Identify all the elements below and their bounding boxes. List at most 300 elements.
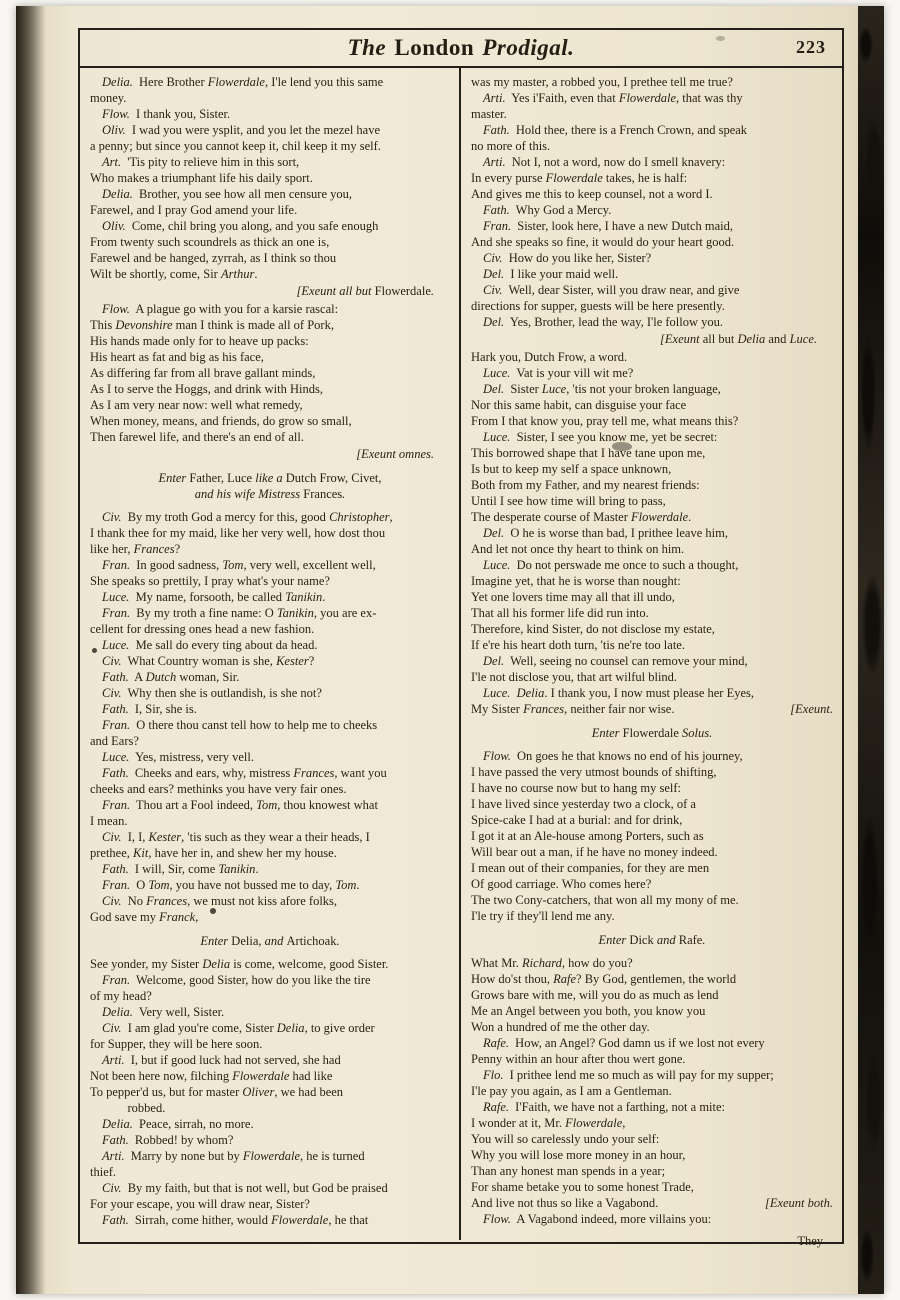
body-text: Cheeks and ears, why, mistress <box>134 766 294 780</box>
body-text: . <box>342 487 346 501</box>
body-text: This borrowed shape that I have tane upon me, <box>471 446 706 460</box>
text-line <box>90 781 450 797</box>
speech-block <box>90 1212 450 1228</box>
text-line <box>90 1084 450 1100</box>
body-text: , that was thy <box>676 91 743 105</box>
proper-name-text: Flowerdale <box>565 1116 623 1130</box>
body-text: For shame betake you to some honest Trade, <box>471 1180 694 1194</box>
text-line <box>471 621 833 637</box>
speech-block <box>90 685 450 701</box>
body-text: Enter <box>200 934 232 948</box>
body-text: man I think is made all of Pork, <box>172 318 334 332</box>
text-line <box>471 908 833 924</box>
text-line <box>471 812 833 828</box>
body-text: like a <box>252 471 286 485</box>
body-text: , 'tis not your broken language, <box>566 382 721 396</box>
speaker-prefix: Civ. <box>483 251 503 265</box>
speech-block <box>471 1099 833 1211</box>
proper-name-text: Rafe <box>678 933 703 947</box>
speaker-prefix: Civ. <box>102 1021 122 1035</box>
text-line <box>471 1051 833 1067</box>
body-text: Not I, not a word, now do I smell knavery: <box>511 155 726 169</box>
body-text: She speaks so prettily, I pray what's your name? <box>90 574 330 588</box>
proper-name-text: Kit <box>133 846 149 860</box>
stage-direction <box>471 932 833 948</box>
proper-name-text: Flowerdale <box>545 171 603 185</box>
body-text: . <box>430 284 434 298</box>
speaker-prefix: Oliv. <box>102 219 126 233</box>
proper-name-text: Tom <box>222 558 244 572</box>
proper-name-text: Artichoak <box>286 934 337 948</box>
body-text: a penny; but since you cannot keep it, chil keep it my self. <box>90 139 381 153</box>
speech-block <box>471 218 833 250</box>
proper-name-text: Flowerdale <box>631 510 689 524</box>
text-line <box>90 429 450 445</box>
speaker-prefix: Fath. <box>483 203 510 217</box>
text-line <box>90 1020 450 1036</box>
proper-name-text: Tom <box>148 878 170 892</box>
body-text: I got it at an Ale-house among Porters, such as <box>471 829 704 843</box>
body-text: Me an Angel between you both, you know you <box>471 1004 706 1018</box>
body-text: , want you <box>334 766 387 780</box>
proper-name-text: Tanikin <box>218 862 256 876</box>
text-line <box>90 1132 450 1148</box>
body-text: is come, welcome, good Sister. <box>230 957 389 971</box>
speaker-prefix: Rafe. <box>483 1100 510 1114</box>
body-text: , 'tis such as they wear a their heads, I <box>181 830 370 844</box>
body-text: No <box>127 894 147 908</box>
text-line <box>90 90 450 106</box>
body-text: Here Brother <box>139 75 208 89</box>
body-text: In good sadness, <box>136 558 223 572</box>
body-text: Both from my Father, and my nearest friends: <box>471 478 700 492</box>
body-text: . I thank you, I now must please her Eyes, <box>544 686 755 700</box>
body-text: Welcome, good Sister, how do you like the tire <box>136 973 371 987</box>
text-line <box>90 717 450 733</box>
body-text: , you have not bussed me to day, <box>169 878 336 892</box>
text-line <box>90 701 450 717</box>
text-line <box>471 186 833 202</box>
text-line <box>90 1148 450 1164</box>
body-text: As differing far from all brave gallant minds, <box>90 366 316 380</box>
speech-block <box>90 893 450 925</box>
text-line <box>471 653 833 669</box>
text-line <box>471 429 833 445</box>
text-block <box>471 74 833 90</box>
speech-block <box>471 122 833 154</box>
speech-block <box>90 877 450 893</box>
body-text: ? By God, gentlemen, the world <box>576 972 737 986</box>
proper-name-text: Kester <box>276 654 309 668</box>
body-text: and Ears? <box>90 734 139 748</box>
body-text: ? <box>174 542 181 556</box>
proper-name-text: Kester <box>148 830 182 844</box>
text-line <box>90 202 450 218</box>
proper-name-text: Frances <box>303 487 343 501</box>
body-text: I, Sir, she is. <box>134 702 197 716</box>
speaker-prefix: Delia. <box>102 75 133 89</box>
body-text: Not been here now, filching <box>90 1069 233 1083</box>
text-line <box>471 234 833 250</box>
proper-name-text: Father, Luce <box>189 471 253 485</box>
body-text: . <box>336 934 340 948</box>
text-line <box>471 573 833 589</box>
speech-block <box>471 365 833 381</box>
text-line <box>90 749 450 765</box>
body-text: Enter <box>158 471 190 485</box>
proper-name-text: Frances <box>133 542 175 556</box>
text-line <box>90 106 450 122</box>
speech-block <box>90 797 450 829</box>
text-line <box>471 1083 833 1099</box>
speech-block <box>90 1116 450 1132</box>
body-text: [Exeunt omnes. <box>356 447 434 461</box>
body-text: Thou art a Fool indeed, <box>136 798 257 812</box>
body-text: Peace, sirrah, no more. <box>139 1117 254 1131</box>
text-line <box>90 283 434 299</box>
body-text: Imagine yet, that he is worse than nought: <box>471 574 681 588</box>
text-line <box>471 331 817 347</box>
text-block <box>90 956 450 972</box>
body-text: You will so carelessly undo your self: <box>471 1132 660 1146</box>
proper-name-text: Delia <box>276 1021 305 1035</box>
body-text: And let not once thy heart to think on him. <box>471 542 685 556</box>
speech-block <box>90 1020 450 1052</box>
speaker-prefix: Arti. <box>483 155 506 169</box>
speech-block <box>471 266 833 282</box>
text-line <box>90 765 450 781</box>
body-text: Hark you, Dutch Frow, a word. <box>471 350 628 364</box>
body-text: See yonder, my Sister <box>90 957 203 971</box>
text-line <box>90 933 450 949</box>
speaker-prefix: Fran. <box>102 718 131 732</box>
speaker-prefix: Luce. <box>483 686 511 700</box>
body-text: Enter <box>591 726 623 740</box>
speaker-prefix: Fath. <box>102 1133 129 1147</box>
text-line <box>90 605 450 621</box>
text-line <box>471 987 833 1003</box>
text-line <box>471 525 833 541</box>
text-line <box>471 541 833 557</box>
text-line <box>471 314 833 330</box>
text-line <box>90 333 450 349</box>
text-line <box>90 365 450 381</box>
body-text: was my master, a robbed you, I prethee tell me true? <box>471 75 733 89</box>
text-line <box>471 509 833 525</box>
speaker-prefix: Arti. <box>483 91 506 105</box>
proper-name-text: Dick <box>629 933 654 947</box>
speaker-prefix: Flow. <box>483 749 511 763</box>
speech-block <box>90 669 450 685</box>
text-line <box>90 413 450 429</box>
body-text: Solus. <box>678 726 713 740</box>
speech-block <box>90 186 450 218</box>
proper-name-text: Flowerdale <box>232 1069 290 1083</box>
body-text: Won a hundred of me the other day. <box>471 1020 650 1034</box>
body-text: robbed. <box>90 1101 166 1115</box>
body-text: , <box>622 1116 626 1130</box>
text-line <box>90 486 450 502</box>
body-text: For your escape, you will draw near, Sister? <box>90 1197 310 1211</box>
speech-block <box>90 106 450 122</box>
text-line <box>90 470 450 486</box>
proper-name-text: Frances <box>293 766 335 780</box>
text-line <box>90 573 450 589</box>
speaker-prefix: Civ. <box>483 283 503 297</box>
body-text: directions for supper, guests will be here presently. <box>471 299 725 313</box>
text-line <box>90 446 434 462</box>
text-line <box>471 461 833 477</box>
text-line <box>90 138 450 154</box>
text-line <box>90 845 450 861</box>
body-text: How do'st thou, <box>471 972 554 986</box>
stage-exit <box>90 283 450 299</box>
proper-name-text: all but <box>702 332 735 346</box>
body-text: , have her in, and shew her my house. <box>148 846 337 860</box>
text-line <box>471 202 833 218</box>
speaker-prefix: Delia. <box>102 1117 133 1131</box>
column-right <box>461 68 842 1248</box>
body-text: , we had been <box>274 1085 344 1099</box>
speaker-prefix: Fran. <box>483 219 512 233</box>
speech-block <box>471 748 833 924</box>
body-text: If e're his heart doth turn, 'tis ne're too late. <box>471 638 685 652</box>
text-line <box>471 725 833 741</box>
text-line <box>90 301 450 317</box>
body-text: From twenty such scoundrels as thick an one is, <box>90 235 330 249</box>
body-text: , very well, excellent well, <box>243 558 376 572</box>
proper-name-text: Flowerdale <box>207 75 265 89</box>
stage-direction <box>90 470 450 502</box>
body-text: And gives me this to keep counsel, not a word I. <box>471 187 713 201</box>
body-text: Spice-cake I had at a burial: and for drink, <box>471 813 683 827</box>
body-text: , he is turned <box>300 1149 365 1163</box>
speech-block <box>471 525 833 557</box>
body-text: and his wife Mistress <box>194 487 304 501</box>
text-line <box>471 122 833 138</box>
body-text: On goes he that knows no end of his journey, <box>517 749 743 763</box>
text-line <box>471 282 833 298</box>
text-line <box>471 701 833 717</box>
body-text: of my head? <box>90 989 152 1003</box>
text-line <box>471 1147 833 1163</box>
body-text: When money, means, and friends, do grow so small, <box>90 414 352 428</box>
body-text: like her, <box>90 542 134 556</box>
text-line <box>90 621 450 637</box>
proper-name-text: Flowerdale <box>242 1149 301 1163</box>
stage-direction <box>90 933 450 949</box>
body-text: Do not perswade me once to such a thought, <box>516 558 739 572</box>
text-line <box>471 685 833 701</box>
speech-block <box>90 717 450 749</box>
text-line <box>471 589 833 605</box>
text-line <box>471 860 833 876</box>
proper-name-text: Dutch <box>145 670 177 684</box>
speaker-prefix: Luce. <box>102 638 130 652</box>
speaker-prefix: Luce. <box>483 558 511 572</box>
body-text: I am glad you're come, Sister <box>127 1021 277 1035</box>
proper-name-text: Delia <box>202 957 231 971</box>
body-text: I prithee lend me so much as will pay for my supper; <box>509 1068 774 1082</box>
speaker-prefix: Civ. <box>102 510 122 524</box>
speaker-prefix: Civ. <box>102 686 122 700</box>
body-text: [Exeunt both. <box>764 1196 833 1210</box>
text-line <box>471 106 833 122</box>
stage-exit-inline <box>759 1195 833 1211</box>
proper-name-text: Oliver <box>242 1085 275 1099</box>
body-text: How, an Angel? God damn us if we lost not every <box>515 1036 765 1050</box>
text-line <box>90 170 450 186</box>
body-text: The desperate course of Master <box>471 510 631 524</box>
text-line <box>90 1036 450 1052</box>
text-line <box>90 653 450 669</box>
body-text: . <box>356 878 360 892</box>
speech-block <box>471 653 833 685</box>
body-text: The two Cony-catchers, that won all my mony of me. <box>471 893 739 907</box>
speech-block <box>90 1148 450 1180</box>
speech-block <box>90 218 450 282</box>
body-text: I'le not disclose you, that art wilful blind. <box>471 670 678 684</box>
speech-block <box>471 557 833 653</box>
speaker-prefix: Flow. <box>102 302 130 316</box>
body-text: , how do you? <box>561 956 633 970</box>
body-text: By my faith, but that is not well, but God be praised <box>127 1181 388 1195</box>
body-text: Yet one lovers time may all that ill undo, <box>471 590 675 604</box>
body-text: I, I, <box>127 830 149 844</box>
body-text: prethee, <box>90 846 134 860</box>
body-text: As I to serve the Hoggs, and drink with Hinds, <box>90 382 323 396</box>
body-text: They <box>797 1234 823 1248</box>
body-text: A <box>134 670 146 684</box>
text-line <box>90 813 450 829</box>
speech-block <box>471 90 833 122</box>
body-text: , he that <box>328 1213 369 1227</box>
speaker-prefix: Arti. <box>102 1149 125 1163</box>
speech-block <box>90 1180 450 1212</box>
body-text: , you are ex- <box>313 606 377 620</box>
body-text: I'Faith, we have not a farthing, not a mite: <box>515 1100 726 1114</box>
speaker-prefix: Del. <box>483 315 505 329</box>
text-line <box>471 413 833 429</box>
body-text: Come, chil bring you along, and you safe enough <box>131 219 379 233</box>
body-text: ? <box>308 654 315 668</box>
body-text: And live not thus so like a Vagabond. <box>471 1196 659 1210</box>
text-line <box>90 637 450 653</box>
body-text: 'Tis pity to relieve him in this sort, <box>127 155 300 169</box>
speaker-prefix: Fath. <box>102 766 129 780</box>
speech-block <box>471 250 833 266</box>
body-text: I wonder at it, Mr. <box>471 1116 566 1130</box>
body-text: Sirrah, come hither, would <box>134 1213 272 1227</box>
text-line <box>90 589 450 605</box>
body-text: Farewel and be hanged, zyrrah, as I think so thou <box>90 251 337 265</box>
text-line <box>90 509 450 525</box>
speech-block <box>471 1067 833 1099</box>
proper-name-text: Tanikin <box>285 590 323 604</box>
text-line <box>471 1233 823 1249</box>
speaker-prefix: Luce. <box>102 590 130 604</box>
body-text: Why God a Mercy. <box>515 203 612 217</box>
proper-name-text: Flowerdale <box>271 1213 329 1227</box>
text-line <box>471 138 833 154</box>
text-line <box>471 1067 833 1083</box>
speaker-prefix: Fath. <box>102 702 129 716</box>
body-text: That all his former life did run into. <box>471 606 649 620</box>
body-text: His heart as fat and big as his face, <box>90 350 264 364</box>
text-line <box>90 1212 450 1228</box>
body-text: Brother, you see how all men censure you, <box>139 187 353 201</box>
body-text: [Exeunt all but <box>296 284 375 298</box>
text-line <box>90 829 450 845</box>
body-text: By my troth a fine name: O <box>136 606 277 620</box>
body-text: Will bear out a man, if he have no money indeed. <box>471 845 718 859</box>
proper-name-text: Christopher <box>329 510 390 524</box>
body-text: From I that know you, pray tell me, what means this? <box>471 414 739 428</box>
body-text: God save my <box>90 910 160 924</box>
text-line <box>90 1116 450 1132</box>
body-text: Why you will lose more money in an hour, <box>471 1148 686 1162</box>
speaker-prefix: Civ. <box>102 894 122 908</box>
body-text: thief. <box>90 1165 117 1179</box>
text-line <box>471 748 833 764</box>
title-word-the: The <box>347 35 387 60</box>
speech-block <box>90 74 450 106</box>
text-line <box>471 669 833 685</box>
text-line <box>90 218 450 234</box>
text-line <box>471 1211 833 1227</box>
body-text: . <box>702 933 706 947</box>
body-text: Delia <box>734 332 769 346</box>
body-text: Sister, I see you know me, yet be secret: <box>516 430 718 444</box>
title-word-london: London <box>394 35 475 60</box>
speaker-prefix: Arti. <box>102 1053 125 1067</box>
text-line <box>90 122 450 138</box>
speech-block <box>90 122 450 154</box>
speaker-prefix: Fath. <box>102 862 129 876</box>
proper-name-text: Tom <box>335 878 357 892</box>
proper-name-text: Richard <box>522 956 562 970</box>
text-line <box>471 637 833 653</box>
speaker-prefix: Fran. <box>102 878 131 892</box>
body-text: master. <box>471 107 507 121</box>
text-line <box>471 971 833 987</box>
text-line <box>471 828 833 844</box>
body-text: , neither fair nor wise. <box>564 702 675 716</box>
body-text: for Supper, they will be here soon. <box>90 1037 263 1051</box>
text-line <box>90 1164 450 1180</box>
body-text: , we must not kiss afore folks, <box>187 894 338 908</box>
body-text: , thou knowest what <box>277 798 378 812</box>
speech-block <box>90 509 450 557</box>
text-line <box>471 1131 833 1147</box>
speaker-prefix: Del. <box>483 382 505 396</box>
body-text: Well, dear Sister, will you draw near, and give <box>508 283 740 297</box>
body-text: I will, Sir, come <box>134 862 219 876</box>
body-text: O <box>136 878 149 892</box>
body-text: Hold thee, there is a French Crown, and speak <box>515 123 748 137</box>
speaker-prefix: Flow. <box>102 107 130 121</box>
speaker-prefix: Fran. <box>102 973 131 987</box>
text-line <box>471 90 833 106</box>
speech-block <box>90 653 450 669</box>
text-line <box>471 780 833 796</box>
text-line <box>471 892 833 908</box>
speaker-prefix: Fath. <box>102 670 129 684</box>
page-title <box>346 35 577 61</box>
body-text: Why then she is outlandish, is she not? <box>127 686 322 700</box>
speech-block <box>90 1132 450 1148</box>
body-text: I have no course now but to hang my self: <box>471 781 682 795</box>
